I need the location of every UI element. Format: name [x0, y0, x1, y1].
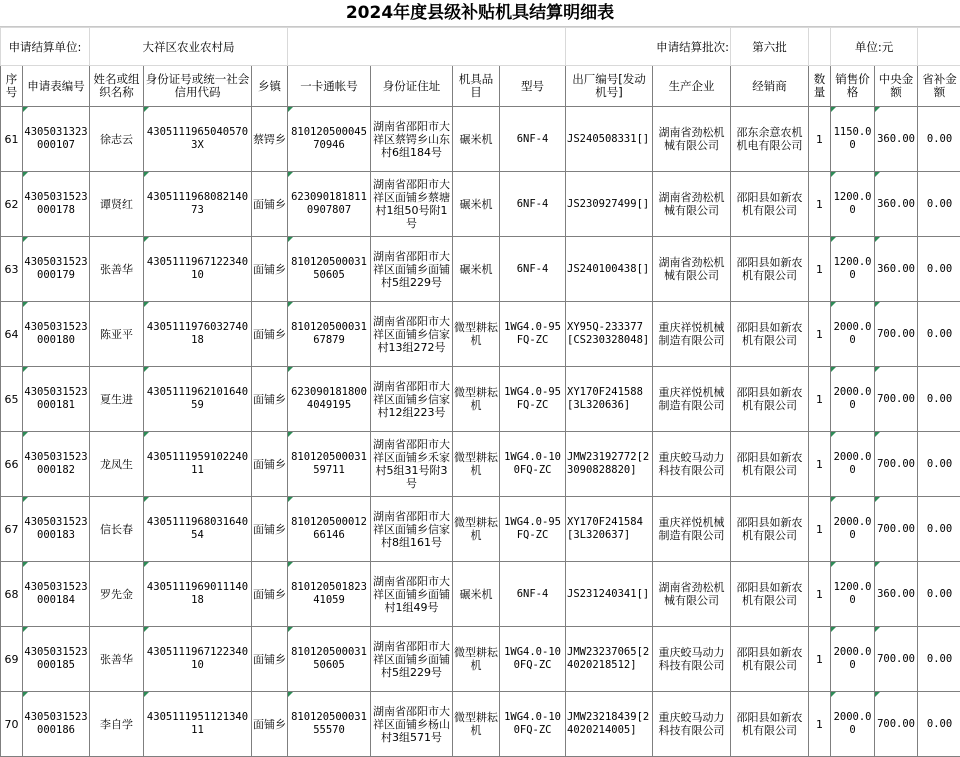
maker-cell: 重庆蛟马动力科技有限公司 — [653, 692, 731, 757]
column-header-serial: 出厂编号[发动机号] — [566, 66, 653, 107]
info-spacer-3 — [918, 28, 960, 66]
qty-cell: 1 — [809, 627, 831, 692]
column-header-name: 姓名或组织名称 — [90, 66, 144, 107]
app-no-cell: 4305031523000180 — [23, 302, 90, 367]
dealer-cell: 邵阳县如新农机有限公司 — [731, 172, 809, 237]
address-cell: 湖南省邵阳市大祥区面铺乡面铺村5组229号 — [371, 627, 453, 692]
column-header-id-code: 身份证号或统一社会信用代码 — [144, 66, 252, 107]
central-amount-cell: 360.00 — [875, 107, 918, 172]
town-cell: 面铺乡 — [252, 432, 288, 497]
app-no-cell: 4305031523000184 — [23, 562, 90, 627]
serial-cell: XY170F241588[3L320636] — [566, 367, 653, 432]
price-cell: 2000.00 — [831, 302, 875, 367]
maker-cell: 湖南省劲松机械有限公司 — [653, 562, 731, 627]
qty-cell: 1 — [809, 107, 831, 172]
card-account-cell: 81012050003159711 — [288, 432, 371, 497]
province-amount-cell: 0.00 — [918, 367, 960, 432]
info-row — [1, 28, 960, 66]
serial-cell: JMW23192772[23090828820] — [566, 432, 653, 497]
unit-value: 大祥区农业农村局 — [90, 28, 288, 66]
town-cell: 面铺乡 — [252, 237, 288, 302]
header-row — [1, 66, 960, 107]
maker-cell: 湖南省劲松机械有限公司 — [653, 172, 731, 237]
address-cell: 湖南省邵阳市大祥区面铺乡蔡塘村1组50号附1号 — [371, 172, 453, 237]
central-amount-cell: 700.00 — [875, 432, 918, 497]
item-cell: 碾米机 — [453, 107, 500, 172]
dealer-cell: 邵东余意农机机电有限公司 — [731, 107, 809, 172]
model-cell: 6NF-4 — [500, 107, 566, 172]
name-cell: 张善华 — [90, 237, 144, 302]
maker-cell: 湖南省劲松机械有限公司 — [653, 107, 731, 172]
seq-cell: 67 — [1, 497, 23, 562]
address-cell: 湖南省邵阳市大祥区面铺乡杨山村3组571号 — [371, 692, 453, 757]
column-header-central-amount: 中央金额 — [875, 66, 918, 107]
name-cell: 李自学 — [90, 692, 144, 757]
card-account-cell: 81012050003150605 — [288, 627, 371, 692]
info-spacer — [288, 28, 566, 66]
model-cell: 1WG4.0-100FQ-ZC — [500, 627, 566, 692]
id-code-cell: 430511195112134011 — [144, 692, 252, 757]
serial-cell: JS230927499[] — [566, 172, 653, 237]
name-cell: 陈亚平 — [90, 302, 144, 367]
model-cell: 1WG4.0-95FQ-ZC — [500, 367, 566, 432]
price-cell: 1150.00 — [831, 107, 875, 172]
dealer-cell: 邵阳县如新农机有限公司 — [731, 562, 809, 627]
dealer-cell: 邵阳县如新农机有限公司 — [731, 237, 809, 302]
item-cell: 微型耕耘机 — [453, 367, 500, 432]
name-cell: 罗先金 — [90, 562, 144, 627]
dealer-cell: 邵阳县如新农机有限公司 — [731, 432, 809, 497]
seq-cell: 68 — [1, 562, 23, 627]
price-cell: 1200.00 — [831, 562, 875, 627]
table-row — [1, 302, 960, 367]
address-cell: 湖南省邵阳市大祥区面铺乡信家村8组161号 — [371, 497, 453, 562]
address-cell: 湖南省邵阳市大祥区面铺乡面铺村5组229号 — [371, 237, 453, 302]
maker-cell: 重庆祥悦机械制造有限公司 — [653, 302, 731, 367]
app-no-cell: 4305031523000183 — [23, 497, 90, 562]
item-cell: 微型耕耘机 — [453, 692, 500, 757]
address-cell: 湖南省邵阳市大祥区面铺乡信家村12组223号 — [371, 367, 453, 432]
card-account-cell: 81012050003150605 — [288, 237, 371, 302]
currency-label: 单位:元 — [831, 28, 918, 66]
id-code-cell: 430511197603274018 — [144, 302, 252, 367]
table-row — [1, 627, 960, 692]
central-amount-cell: 700.00 — [875, 627, 918, 692]
model-cell: 1WG4.0-100FQ-ZC — [500, 692, 566, 757]
maker-cell: 湖南省劲松机械有限公司 — [653, 237, 731, 302]
maker-cell: 重庆祥悦机械制造有限公司 — [653, 497, 731, 562]
column-header-price: 销售价格 — [831, 66, 875, 107]
card-account-cell: 623090181800 4049195 — [288, 367, 371, 432]
name-cell: 龙凤生 — [90, 432, 144, 497]
serial-cell: JMW23218439[24020214005] — [566, 692, 653, 757]
central-amount-cell: 360.00 — [875, 237, 918, 302]
serial-cell: JS240100438[] — [566, 237, 653, 302]
app-no-cell: 4305031523000182 — [23, 432, 90, 497]
dealer-cell: 邵阳县如新农机有限公司 — [731, 497, 809, 562]
province-amount-cell: 0.00 — [918, 172, 960, 237]
card-account-cell: 81012050003155570 — [288, 692, 371, 757]
price-cell: 2000.00 — [831, 497, 875, 562]
info-spacer-2 — [809, 28, 831, 66]
seq-cell: 64 — [1, 302, 23, 367]
model-cell: 1WG4.0-95FQ-ZC — [500, 497, 566, 562]
price-cell: 2000.00 — [831, 627, 875, 692]
seq-cell: 63 — [1, 237, 23, 302]
maker-cell: 重庆祥悦机械制造有限公司 — [653, 367, 731, 432]
province-amount-cell: 0.00 — [918, 627, 960, 692]
app-no-cell: 4305031523000185 — [23, 627, 90, 692]
dealer-cell: 邵阳县如新农机有限公司 — [731, 367, 809, 432]
central-amount-cell: 700.00 — [875, 367, 918, 432]
province-amount-cell: 0.00 — [918, 432, 960, 497]
qty-cell: 1 — [809, 692, 831, 757]
column-header-dealer: 经销商 — [731, 66, 809, 107]
model-cell: 1WG4.0-95FQ-ZC — [500, 302, 566, 367]
item-cell: 碾米机 — [453, 172, 500, 237]
model-cell: 6NF-4 — [500, 172, 566, 237]
card-account-cell: 81012050003167879 — [288, 302, 371, 367]
price-cell: 1200.00 — [831, 172, 875, 237]
app-no-cell: 4305031523000179 — [23, 237, 90, 302]
app-no-cell: 4305031523000186 — [23, 692, 90, 757]
column-header-maker: 生产企业 — [653, 66, 731, 107]
central-amount-cell: 360.00 — [875, 172, 918, 237]
model-cell: 6NF-4 — [500, 562, 566, 627]
dealer-cell: 邵阳县如新农机有限公司 — [731, 692, 809, 757]
id-code-cell: 430511196712234010 — [144, 237, 252, 302]
id-code-cell: 430511196210164059 — [144, 367, 252, 432]
item-cell: 碾米机 — [453, 237, 500, 302]
province-amount-cell: 0.00 — [918, 497, 960, 562]
batch-label: 申请结算批次: — [566, 28, 731, 66]
table-row — [1, 562, 960, 627]
id-code-cell: 430511196901114018 — [144, 562, 252, 627]
address-cell: 湖南省邵阳市大祥区蔡锷乡山东村6组184号 — [371, 107, 453, 172]
town-cell: 面铺乡 — [252, 627, 288, 692]
column-header-town: 乡镇 — [252, 66, 288, 107]
price-cell: 1200.00 — [831, 237, 875, 302]
address-cell: 湖南省邵阳市大祥区面铺乡信家村13组272号 — [371, 302, 453, 367]
id-code-cell: 430511196808214073 — [144, 172, 252, 237]
serial-cell: XY170F241584[3L320637] — [566, 497, 653, 562]
serial-cell: XY95Q-233377[CS230328048] — [566, 302, 653, 367]
card-account-cell: 6230901818110907807 — [288, 172, 371, 237]
app-no-cell: 4305031523000178 — [23, 172, 90, 237]
town-cell: 面铺乡 — [252, 497, 288, 562]
item-cell: 碾米机 — [453, 562, 500, 627]
qty-cell: 1 — [809, 172, 831, 237]
settlement-table — [0, 27, 960, 757]
address-cell: 湖南省邵阳市大祥区面铺乡面铺村1组49号 — [371, 562, 453, 627]
qty-cell: 1 — [809, 432, 831, 497]
seq-cell: 66 — [1, 432, 23, 497]
item-cell: 微型耕耘机 — [453, 302, 500, 367]
id-code-cell: 430511196803164054 — [144, 497, 252, 562]
batch-value: 第六批 — [731, 28, 809, 66]
column-header-app-no: 申请表编号 — [23, 66, 90, 107]
qty-cell: 1 — [809, 237, 831, 302]
column-header-seq: 序号 — [1, 66, 23, 107]
serial-cell: JS231240341[] — [566, 562, 653, 627]
name-cell: 徐志云 — [90, 107, 144, 172]
seq-cell: 62 — [1, 172, 23, 237]
item-cell: 微型耕耘机 — [453, 432, 500, 497]
central-amount-cell: 700.00 — [875, 497, 918, 562]
column-header-address: 身份证住址 — [371, 66, 453, 107]
price-cell: 2000.00 — [831, 692, 875, 757]
table-row — [1, 692, 960, 757]
province-amount-cell: 0.00 — [918, 692, 960, 757]
province-amount-cell: 0.00 — [918, 107, 960, 172]
town-cell: 面铺乡 — [252, 692, 288, 757]
model-cell: 1WG4.0-100FQ-ZC — [500, 432, 566, 497]
central-amount-cell: 700.00 — [875, 302, 918, 367]
town-cell: 面铺乡 — [252, 562, 288, 627]
model-cell: 6NF-4 — [500, 237, 566, 302]
price-cell: 2000.00 — [831, 432, 875, 497]
seq-cell: 69 — [1, 627, 23, 692]
qty-cell: 1 — [809, 302, 831, 367]
name-cell: 信长春 — [90, 497, 144, 562]
town-cell: 面铺乡 — [252, 302, 288, 367]
maker-cell: 重庆蛟马动力科技有限公司 — [653, 627, 731, 692]
province-amount-cell: 0.00 — [918, 237, 960, 302]
central-amount-cell: 360.00 — [875, 562, 918, 627]
dealer-cell: 邵阳县如新农机有限公司 — [731, 302, 809, 367]
table-row — [1, 367, 960, 432]
town-cell: 面铺乡 — [252, 172, 288, 237]
item-cell: 微型耕耘机 — [453, 497, 500, 562]
item-cell: 微型耕耘机 — [453, 627, 500, 692]
address-cell: 湖南省邵阳市大祥区面铺乡禾家村5组31号附3号 — [371, 432, 453, 497]
column-header-card-account: 一卡通帐号 — [288, 66, 371, 107]
seq-cell: 61 — [1, 107, 23, 172]
app-no-cell: 4305031323000107 — [23, 107, 90, 172]
column-header-qty: 数量 — [809, 66, 831, 107]
card-account-cell: 81012050001266146 — [288, 497, 371, 562]
table-row — [1, 237, 960, 302]
unit-label: 申请结算单位: — [1, 28, 90, 66]
table-body — [1, 107, 960, 757]
seq-cell: 65 — [1, 367, 23, 432]
name-cell: 张善华 — [90, 627, 144, 692]
name-cell: 夏生进 — [90, 367, 144, 432]
qty-cell: 1 — [809, 562, 831, 627]
town-cell: 面铺乡 — [252, 367, 288, 432]
id-code-cell: 430511195910224011 — [144, 432, 252, 497]
qty-cell: 1 — [809, 367, 831, 432]
app-no-cell: 4305031523000181 — [23, 367, 90, 432]
column-header-province-amount: 省补金额 — [918, 66, 960, 107]
maker-cell: 重庆蛟马动力科技有限公司 — [653, 432, 731, 497]
column-header-model: 型号 — [500, 66, 566, 107]
central-amount-cell: 700.00 — [875, 692, 918, 757]
page-title: 2024年度县级补贴机具结算明细表 — [0, 0, 960, 27]
serial-cell: JMW23237065[24020218512] — [566, 627, 653, 692]
card-account-cell: 81012050004570946 — [288, 107, 371, 172]
table-row — [1, 497, 960, 562]
serial-cell: JS240508331[] — [566, 107, 653, 172]
province-amount-cell: 0.00 — [918, 302, 960, 367]
id-code-cell: 43051119650405703X — [144, 107, 252, 172]
id-code-cell: 430511196712234010 — [144, 627, 252, 692]
table-row — [1, 432, 960, 497]
seq-cell: 70 — [1, 692, 23, 757]
card-account-cell: 81012050182341059 — [288, 562, 371, 627]
table-row — [1, 172, 960, 237]
province-amount-cell: 0.00 — [918, 562, 960, 627]
name-cell: 谭贤红 — [90, 172, 144, 237]
qty-cell: 1 — [809, 497, 831, 562]
price-cell: 2000.00 — [831, 367, 875, 432]
town-cell: 蔡锷乡 — [252, 107, 288, 172]
dealer-cell: 邵阳县如新农机有限公司 — [731, 627, 809, 692]
table-row — [1, 107, 960, 172]
column-header-item: 机具品目 — [453, 66, 500, 107]
